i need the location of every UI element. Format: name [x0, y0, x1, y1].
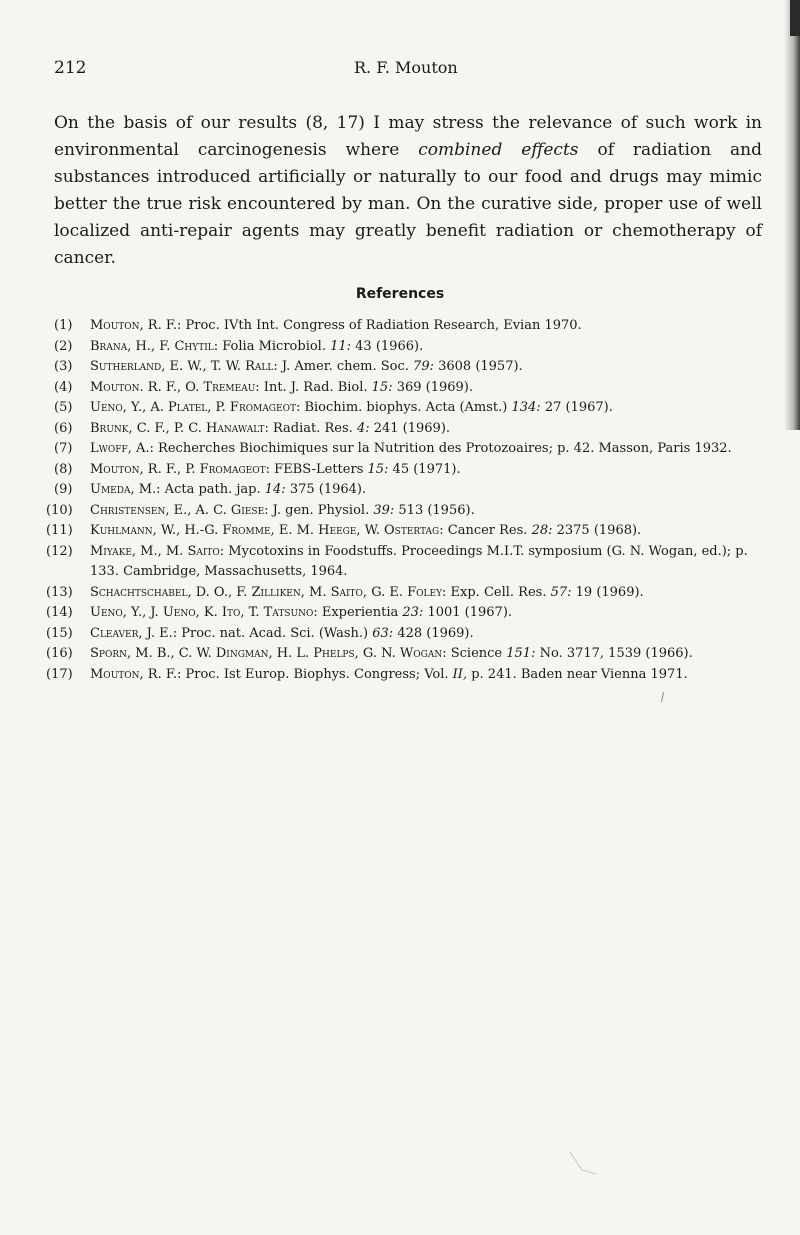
reference-authors: Schachtschabel, D. O., F. Zilliken, M. Saito, G. E. Foley [90, 584, 443, 600]
reference-pages-year: 241 (1969). [369, 420, 451, 436]
reference-number: (11) [46, 523, 73, 538]
reference-item [46, 644, 768, 665]
reference-number: (1) [54, 318, 73, 333]
reference-source: : Int. J. Rad. Biol. [255, 379, 372, 395]
reference-pages-year: 19 (1969). [571, 584, 644, 600]
reference-item [54, 439, 768, 460]
reference-volume: 15: [367, 461, 389, 477]
page-number: 212 [54, 58, 87, 78]
reference-pages-year: p. 241. Baden near Vienna 1971. [467, 666, 688, 682]
reference-volume: 151: [506, 646, 536, 661]
reference-volume: 79: [413, 359, 434, 374]
body-paragraph [54, 110, 762, 272]
reference-pages-year: 428 (1969). [393, 625, 474, 641]
reference-authors: Kuhlmann, W., H.-G. Fromme, E. M. Heege, W. Ostertag [90, 523, 440, 538]
reference-item [46, 583, 768, 604]
reference-pages-year: 27 (1967). [540, 400, 613, 415]
reference-authors: Sporn, M. B., C. W. Dingman, H. L. Phelps, G. N. Wogan [90, 646, 443, 661]
reference-volume: 15: [371, 379, 393, 395]
reference-authors: Ueno, Y., J. Ueno, K. Ito, T. Tatsuno [90, 605, 314, 620]
reference-authors: Ueno, Y., A. Platel, P. Fromageot [90, 400, 296, 415]
reference-source: : Cancer Res. [439, 523, 532, 538]
reference-number: (2) [54, 338, 73, 354]
reference-item [54, 480, 768, 501]
reference-authors: Christensen, E., A. C. Giese [90, 502, 265, 518]
reference-volume: 28: [531, 523, 553, 538]
reference-source: : J. Amer. chem. Soc. [273, 359, 414, 374]
reference-number: (12) [46, 543, 73, 559]
reference-pages-year: 1001 (1967). [423, 605, 513, 620]
reference-authors: Umeda, M. [90, 482, 157, 497]
reference-number: (9) [54, 482, 73, 497]
reference-authors: Mouton, R. F. [90, 318, 177, 333]
reference-source: : Folia Microbiol. [213, 338, 331, 354]
reference-source: : Biochim. biophys. Acta (Amst.) [295, 400, 512, 415]
reference-authors: Lwoff, A. [90, 441, 150, 456]
reference-source: : FEBS-Letters [265, 461, 368, 477]
reference-authors: Mouton, R. F. [90, 666, 177, 682]
reference-number: (13) [46, 584, 73, 600]
scan-artifact [568, 1150, 598, 1176]
reference-authors: Mouton. R. F., O. Tremeau [90, 379, 256, 395]
reference-source: : Proc. nat. Acad. Sci. (Wash.) [172, 625, 373, 641]
reference-volume: 4: [356, 420, 370, 436]
reference-source: : Science [442, 646, 507, 661]
reference-item [46, 603, 768, 624]
reference-number: (16) [46, 646, 73, 661]
reference-source: : Proc. Ist Europ. Biophys. Congress; Vol. [176, 666, 453, 682]
reference-item [54, 357, 768, 378]
reference-authors: Cleaver, J. E. [90, 625, 173, 641]
reference-number: (10) [46, 502, 73, 518]
reference-pages-year: 2375 (1968). [552, 523, 642, 538]
scan-edge-dark [790, 0, 800, 36]
reference-source: : Experientia [313, 605, 403, 620]
reference-number: (4) [54, 379, 73, 395]
body-text-before: On the basis of our results (8, 17) I may stress the relevance of such work in environmental carcinogenesis where [54, 113, 762, 160]
reference-item [46, 624, 768, 645]
reference-number: (3) [54, 359, 73, 374]
page-header [54, 58, 760, 82]
reference-authors: Sutherland, E. W., T. W. Rall [90, 359, 274, 374]
references-list [46, 316, 768, 685]
reference-source: : Exp. Cell. Res. [442, 584, 551, 600]
reference-number: (17) [46, 666, 73, 682]
reference-item [54, 337, 768, 358]
reference-pages-year: 3608 (1957). [433, 359, 523, 374]
reference-item [46, 542, 768, 583]
body-text-after: of radiation and substances introduced artificially or naturally to our food and drugs may mimic better the true risk encountered by man. On the curative side, proper use of well localized anti-repair agents may greatly benefit radiation or chemotherapy of cancer. [54, 140, 763, 268]
reference-pages-year: 45 (1971). [388, 461, 461, 477]
reference-pages-year: No. 3717, 1539 (1966). [535, 646, 693, 661]
reference-volume: 63: [372, 625, 394, 641]
reference-number: (14) [46, 605, 73, 620]
reference-volume: 57: [550, 584, 572, 600]
reference-number: (5) [54, 400, 73, 415]
reference-source: : Mycotoxins in Foodstuffs. Proceedings M.I.T. symposium (G. N. Wogan, ed.); p. 133. Cambridge, Massachusetts, 1964. [90, 543, 748, 579]
reference-item [54, 419, 768, 440]
reference-authors: Miyake, M., M. Saito [90, 543, 220, 559]
body-emphasis: combined effects [418, 140, 579, 160]
reference-pages-year: 513 (1956). [394, 502, 475, 518]
reference-authors: Brana, H., F. Chytil [90, 338, 214, 354]
reference-item [46, 521, 768, 542]
reference-source: : Acta path. jap. [156, 482, 265, 497]
reference-number: (7) [54, 441, 73, 456]
reference-number: (8) [54, 461, 73, 477]
reference-source: : Recherches Biochimiques sur la Nutrition des Protozoaires; p. 42. Masson, Paris 1932. [149, 441, 732, 456]
reference-source: : Proc. IVth Int. Congress of Radiation Research, Evian 1970. [176, 318, 582, 333]
reference-volume: 23: [402, 605, 424, 620]
reference-authors: Mouton, R. F., P. Fromageot [90, 461, 266, 477]
reference-authors: Brunk, C. F., P. C. Hanawalt [90, 420, 265, 436]
reference-number: (15) [46, 625, 73, 641]
reference-pages-year: 369 (1969). [392, 379, 474, 395]
reference-item [54, 398, 768, 419]
stray-pen-mark [661, 692, 664, 702]
reference-volume: 39: [373, 502, 395, 518]
reference-item [46, 501, 768, 522]
reference-item [46, 665, 768, 686]
reference-item [54, 316, 768, 337]
reference-item [54, 460, 768, 481]
reference-pages-year: 43 (1966). [351, 338, 424, 354]
reference-volume: II, [452, 666, 468, 682]
running-head: R. F. Mouton [354, 58, 458, 77]
reference-pages-year: 375 (1964). [285, 482, 367, 497]
reference-number: (6) [54, 420, 73, 436]
reference-volume: 11: [330, 338, 352, 354]
reference-volume: 134: [511, 400, 541, 415]
reference-source: : J. gen. Physiol. [264, 502, 374, 518]
reference-volume: 14: [264, 482, 286, 497]
reference-source: : Radiat. Res. [264, 420, 357, 436]
references-heading: References [355, 286, 445, 302]
scan-edge-shadow [784, 0, 800, 430]
reference-item [54, 378, 768, 399]
